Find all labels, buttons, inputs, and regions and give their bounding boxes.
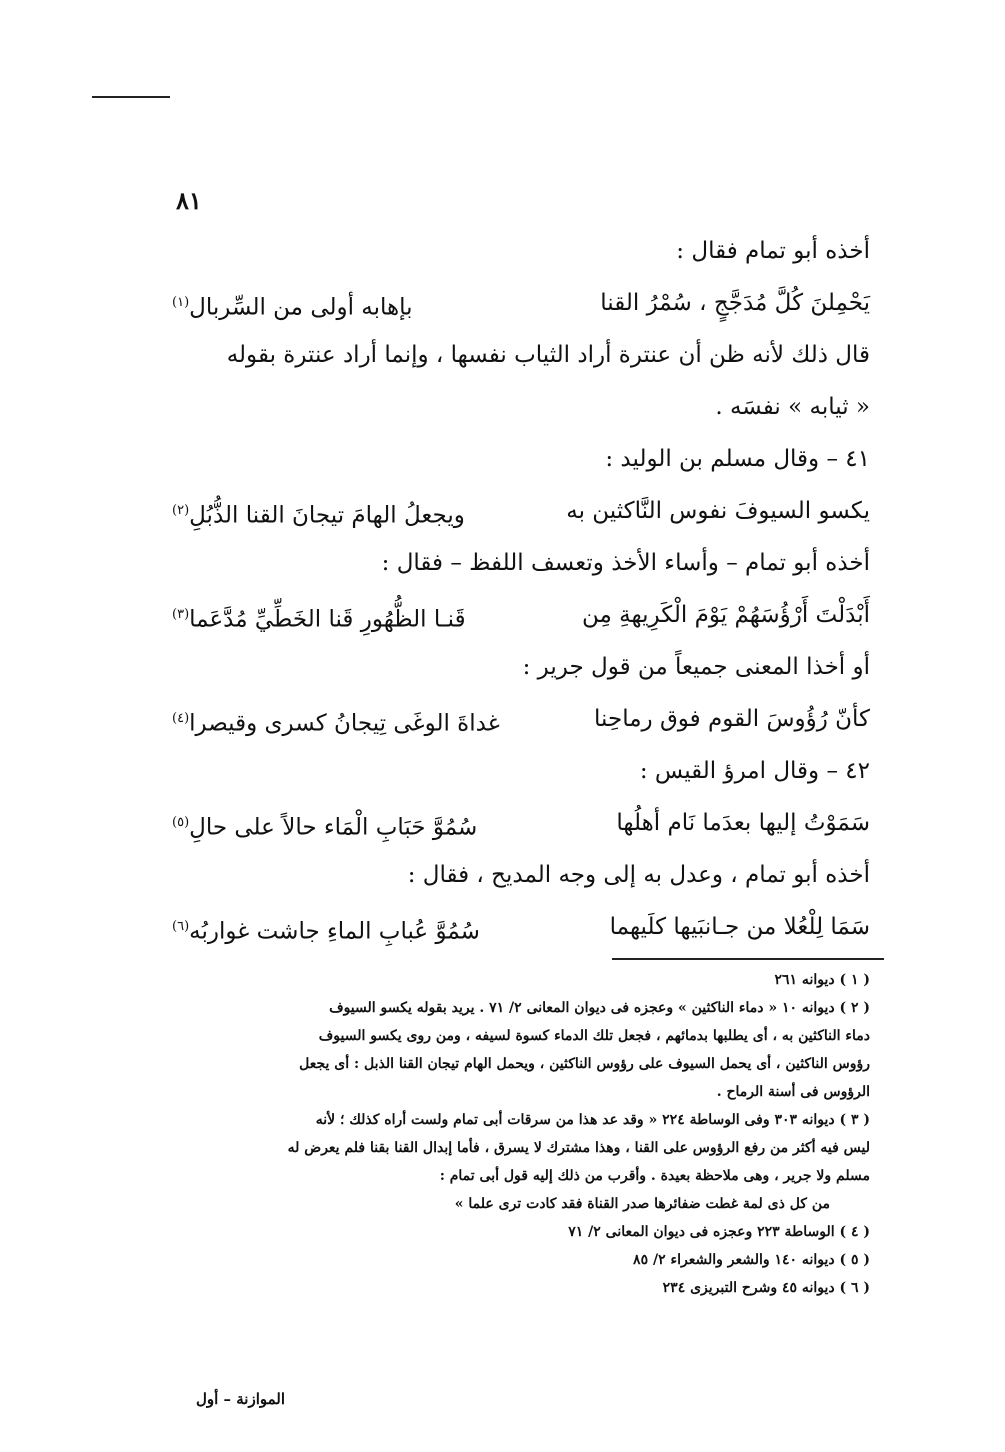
footnote-2: ( ٢ ) ديوانه ١٠ « دماء الناكثين » وعجزه فى ديوان المعانى ٢/ ٧١ . يريد بقوله يكسو السيوف [329, 1000, 870, 1016]
section-heading: ٤٢ – وقال امرؤ القيس : [639, 758, 870, 784]
footnote-ref: (١) [172, 295, 190, 310]
verse-second-hemistich: بإهابه أولى من السِّربال$^{(١)}$ [172, 294, 413, 321]
text-line: « ثيابه » نفسَه . [715, 394, 870, 420]
footnote-3-cont: ليس فيه أكثر من رفع الرؤوس على القنا ، وهذا مشترك لا يسرق ، فأما إبدال القنا بقنا فلم يعرض له [287, 1140, 870, 1156]
footnote-ref: (٢) [172, 503, 190, 518]
verse-first-hemistich: كأنّ رُؤُوسَ القوم فوق رماحِنا [594, 706, 870, 732]
main-text [170, 228, 870, 956]
verse-line [170, 904, 870, 956]
text-line: أخذه أبو تمام – وأساء الأخذ وتعسف اللفظ – فقال : [381, 550, 870, 576]
footnote-ref: (٥) [172, 815, 190, 830]
verse-first-hemistich: سَمَا لِلْعُلا من جـانبَيها كلَيهما [609, 914, 870, 940]
section-heading: ٤١ – وقال مسلم بن الوليد : [605, 446, 870, 472]
footnote-3-cont: مسلم ولا جرير ، وهى ملاحظة بعيدة . وأقرب من ذلك إليه قول أبى تمام : [439, 1168, 870, 1184]
verse-first-hemistich: يَحْمِلنَ كُلَّ مُدَجَّجٍ ، سُمْرُ القنا [600, 290, 870, 316]
text-line: أخذه أبو تمام فقال : [676, 238, 870, 264]
footnote-5: ( ٥ ) ديوانه ١٤٠ والشعر والشعراء ٢/ ٨٥ [633, 1252, 870, 1268]
text-line: أخذه أبو تمام ، وعدل به إلى وجه المديح ، فقال : [407, 862, 870, 888]
verse-line [170, 696, 870, 748]
footnote-6: ( ٦ ) ديوانه ٤٥ وشرح التبريزى ٢٣٤ [662, 1280, 870, 1296]
top-rule [92, 96, 170, 98]
footnote-4: ( ٤ ) الوساطة ٢٢٣ وعجزه فى ديوان المعانى ٢/ ٧١ [568, 1224, 870, 1240]
verse-line [170, 800, 870, 852]
text-line: قال ذلك لأنه ظن أن عنترة أراد الثياب نفسها ، وإنما أراد عنترة بقوله [226, 342, 870, 368]
text-line: أو أخذا المعنى جميعاً من قول جرير : [522, 654, 870, 680]
verse-first-hemistich: يكسو السيوفَ نفوس النَّاكثين به [566, 498, 870, 524]
verse-line [170, 280, 870, 332]
verse-second-hemistich: سُمُوَّ عُبابِ الماءِ جاشت غواربُه$^{(٦)}$ [172, 918, 480, 945]
footnote-3-verse: من كل ذى لمة غطت ضفائرها صدر القناة فقد كادت ترى علما » [454, 1196, 830, 1212]
footnote-1: ( ١ ) ديوانه ٢٦١ [774, 972, 870, 988]
verse-line [170, 592, 870, 644]
footnote-3: ( ٣ ) ديوانه ٣٠٣ وفى الوساطة ٢٢٤ « وقد عد هذا من سرقات أبى تمام ولست أراه كذلك ؛ لأنه [315, 1112, 870, 1128]
footnote-ref: (٣) [172, 607, 190, 622]
verse-first-hemistich: سَمَوْتُ إليها بعدَما نَام أهلُها [616, 810, 870, 836]
verse-second-hemistich: قَنـا الظُّهُورِ قَنا الخَطِّيِّ مُدَّعَما$^{(٣)}$ [172, 606, 466, 633]
verse-second-hemistich: سُمُوَّ حَبَابِ الْمَاء حالاً على حالِ$^{(٥)}$ [172, 814, 478, 841]
footnote-ref: (٦) [172, 919, 190, 934]
footnote-rule [612, 958, 884, 960]
footnote-2-cont: الرؤوس فى أسنة الرماح . [716, 1084, 870, 1100]
verse-second-hemistich: ويجعلُ الهامَ تيجانَ القنا الذُّبُلِ$^{(٢)}$ [172, 502, 465, 529]
footnote-2-cont: دماء الناكثين به ، أى يطلبها بدمائهم ، فجعل تلك الدماء كسوة لسيفه ، ومن روى يكسو السيوف [318, 1028, 870, 1044]
verse-first-hemistich: أَبْدَلْتَ أَرْؤُسَهُمْ يَوْمَ الْكَرِيهةِ مِن [582, 602, 870, 628]
footnotes [180, 966, 870, 1302]
verse-second-hemistich: غداةَ الوغَى تِيجانُ كسرى وقيصرا$^{(٤)}$ [172, 710, 500, 737]
page-number: ٨١ [176, 186, 202, 215]
footnote-ref: (٤) [172, 711, 190, 726]
footnote-2-cont: رؤوس الناكثين ، أى يحمل السيوف على رؤوس الناكثين ، ويحمل الهام تيجان القنا الذبل : أى يجعل [299, 1056, 870, 1072]
verse-line [170, 488, 870, 540]
running-footer: الموازنة – أول [196, 1390, 286, 1408]
